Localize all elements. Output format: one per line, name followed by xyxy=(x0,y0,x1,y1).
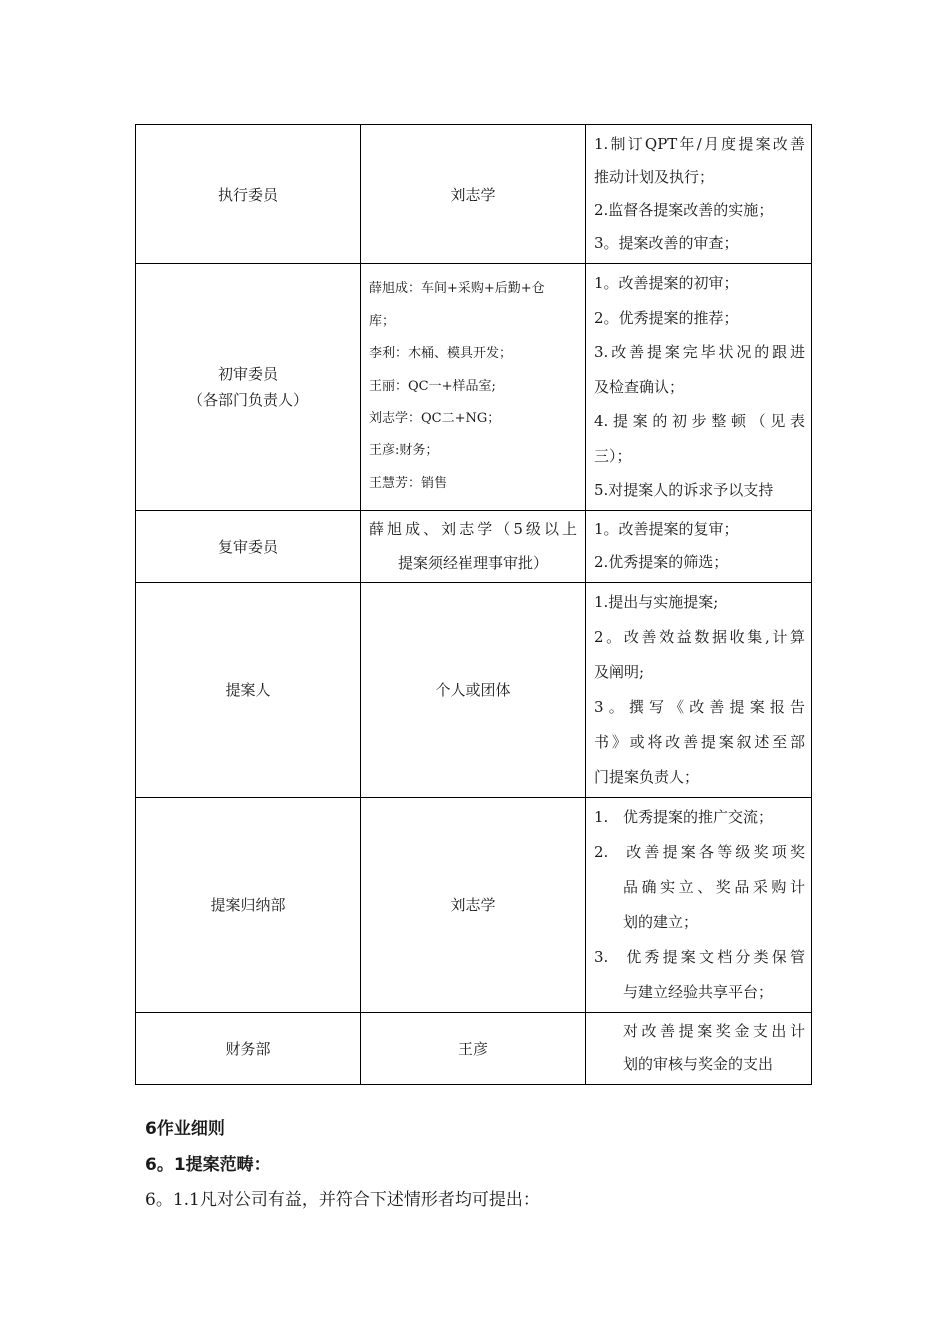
duty-item: 划的审核与奖金的支出 xyxy=(623,1055,774,1073)
paragraph: 6。1.1凡对公司有益，并符合下述情形者均可提出： xyxy=(145,1190,540,1210)
duty-item: 3。提案改善的审查； xyxy=(594,234,739,252)
member-text: 薛旭成、刘志学（5级以上 xyxy=(369,520,577,538)
member-cell xyxy=(361,264,586,511)
duty-item: 及检查确认； xyxy=(594,377,685,396)
duty-cell xyxy=(586,1012,812,1084)
role-cell: 复审委员 xyxy=(136,510,361,582)
duty-item: 5.对提案人的诉求予以支持 xyxy=(594,481,774,499)
member-text: 提案须经崔理事审批） xyxy=(397,554,548,572)
member-item: 王彦:财务； xyxy=(369,443,439,459)
role-cell: 执行委员 xyxy=(136,125,361,264)
role-name: 初审委员 xyxy=(217,364,278,383)
table-row xyxy=(136,510,812,582)
member-item: 薛旭成：车间+采购+后勤+仓 xyxy=(369,281,545,297)
duty-item: 2.监督各提案改善的实施； xyxy=(594,201,774,219)
duty-item: 3。撰写《改善提案报告 xyxy=(594,697,805,716)
role-cell: 提案归纳部 xyxy=(136,797,361,1012)
table-row xyxy=(136,582,812,797)
table-row xyxy=(136,125,812,264)
duty-item: 1. 优秀提案的推广交流； xyxy=(594,807,774,826)
member-item: 刘志学：QC二+NG； xyxy=(369,410,501,426)
duty-item: 划的建立； xyxy=(623,912,699,931)
member-cell xyxy=(361,510,586,582)
role-note: （各部门负责人） xyxy=(187,390,308,409)
duty-cell xyxy=(586,797,812,1012)
member-item: 王丽：QC一+样品室; xyxy=(369,378,496,394)
duty-item: 3. 优秀提案文档分类保管 xyxy=(594,947,805,966)
member-cell: 刘志学 xyxy=(361,797,586,1012)
duty-item: 3.改善提案完毕状况的跟进 xyxy=(594,343,805,361)
role-cell: 提案人 xyxy=(136,582,361,797)
member-item: 王慧芳：销售 xyxy=(369,475,448,491)
duty-item: 门提案负责人； xyxy=(594,767,700,786)
member-item: 李利：木桶、模具开发； xyxy=(369,346,513,362)
section-heading: 6作业细则 xyxy=(145,1119,225,1139)
duty-item: 与建立经验共享平台； xyxy=(623,982,774,1001)
duty-item: 4.提案的初步整顿（见表 xyxy=(594,412,805,430)
duty-cell xyxy=(586,264,812,511)
duty-item: 推动计划及执行； xyxy=(594,168,715,186)
duty-item: 1.制订QPT年/月度提案改善 xyxy=(594,135,805,153)
duty-item: 1。改善提案的初审； xyxy=(594,274,739,292)
member-cell: 刘志学 xyxy=(361,125,586,264)
member-cell: 王彦 xyxy=(361,1012,586,1084)
table-row xyxy=(136,264,812,511)
duty-item: 1。改善提案的复审； xyxy=(594,520,739,538)
member-cell: 个人或团体 xyxy=(361,582,586,797)
duty-item: 三）； xyxy=(594,446,632,465)
duty-item: 对改善提案奖金支出计 xyxy=(623,1022,805,1040)
duty-item: 2。改善效益数据收集,计算 xyxy=(594,627,805,646)
member-item: 库； xyxy=(369,313,396,329)
duty-item: 2。优秀提案的推荐； xyxy=(594,308,739,327)
table-row xyxy=(136,797,812,1012)
duty-item: 1.提出与实施提案; xyxy=(594,592,719,611)
duty-item: 品确实立、奖品采购计 xyxy=(623,877,805,896)
responsibility-table xyxy=(135,124,812,1085)
subsection-heading: 6。1提案范畴： xyxy=(145,1155,271,1175)
role-cell xyxy=(136,264,361,511)
duty-cell xyxy=(586,510,812,582)
duty-item: 2. 改善提案各等级奖项奖 xyxy=(594,842,805,861)
duty-cell xyxy=(586,582,812,797)
table-row xyxy=(136,1012,812,1084)
duty-item: 及阐明; xyxy=(594,662,645,681)
duty-cell xyxy=(586,125,812,264)
duty-item: 书》或将改善提案叙述至部 xyxy=(594,732,805,751)
role-cell: 财务部 xyxy=(136,1012,361,1084)
duty-item: 2.优秀提案的筛选； xyxy=(594,553,729,571)
